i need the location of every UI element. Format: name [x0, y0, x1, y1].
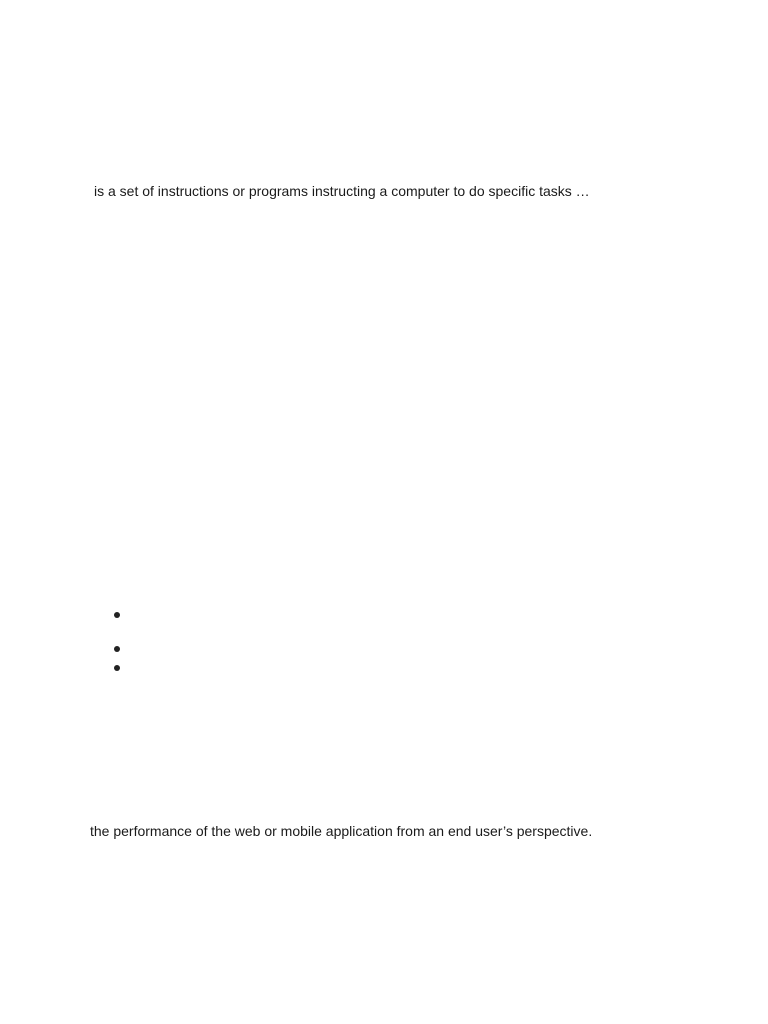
bullet-list-item: [114, 612, 120, 618]
paragraph-performance-perspective: the performance of the web or mobile application from an end user’s perspective.: [90, 823, 593, 839]
bullet-list-item: [114, 646, 120, 652]
bullet-list-item: [114, 665, 120, 671]
paragraph-software-definition: is a set of instructions or programs instructing a computer to do specific tasks …: [94, 183, 590, 199]
